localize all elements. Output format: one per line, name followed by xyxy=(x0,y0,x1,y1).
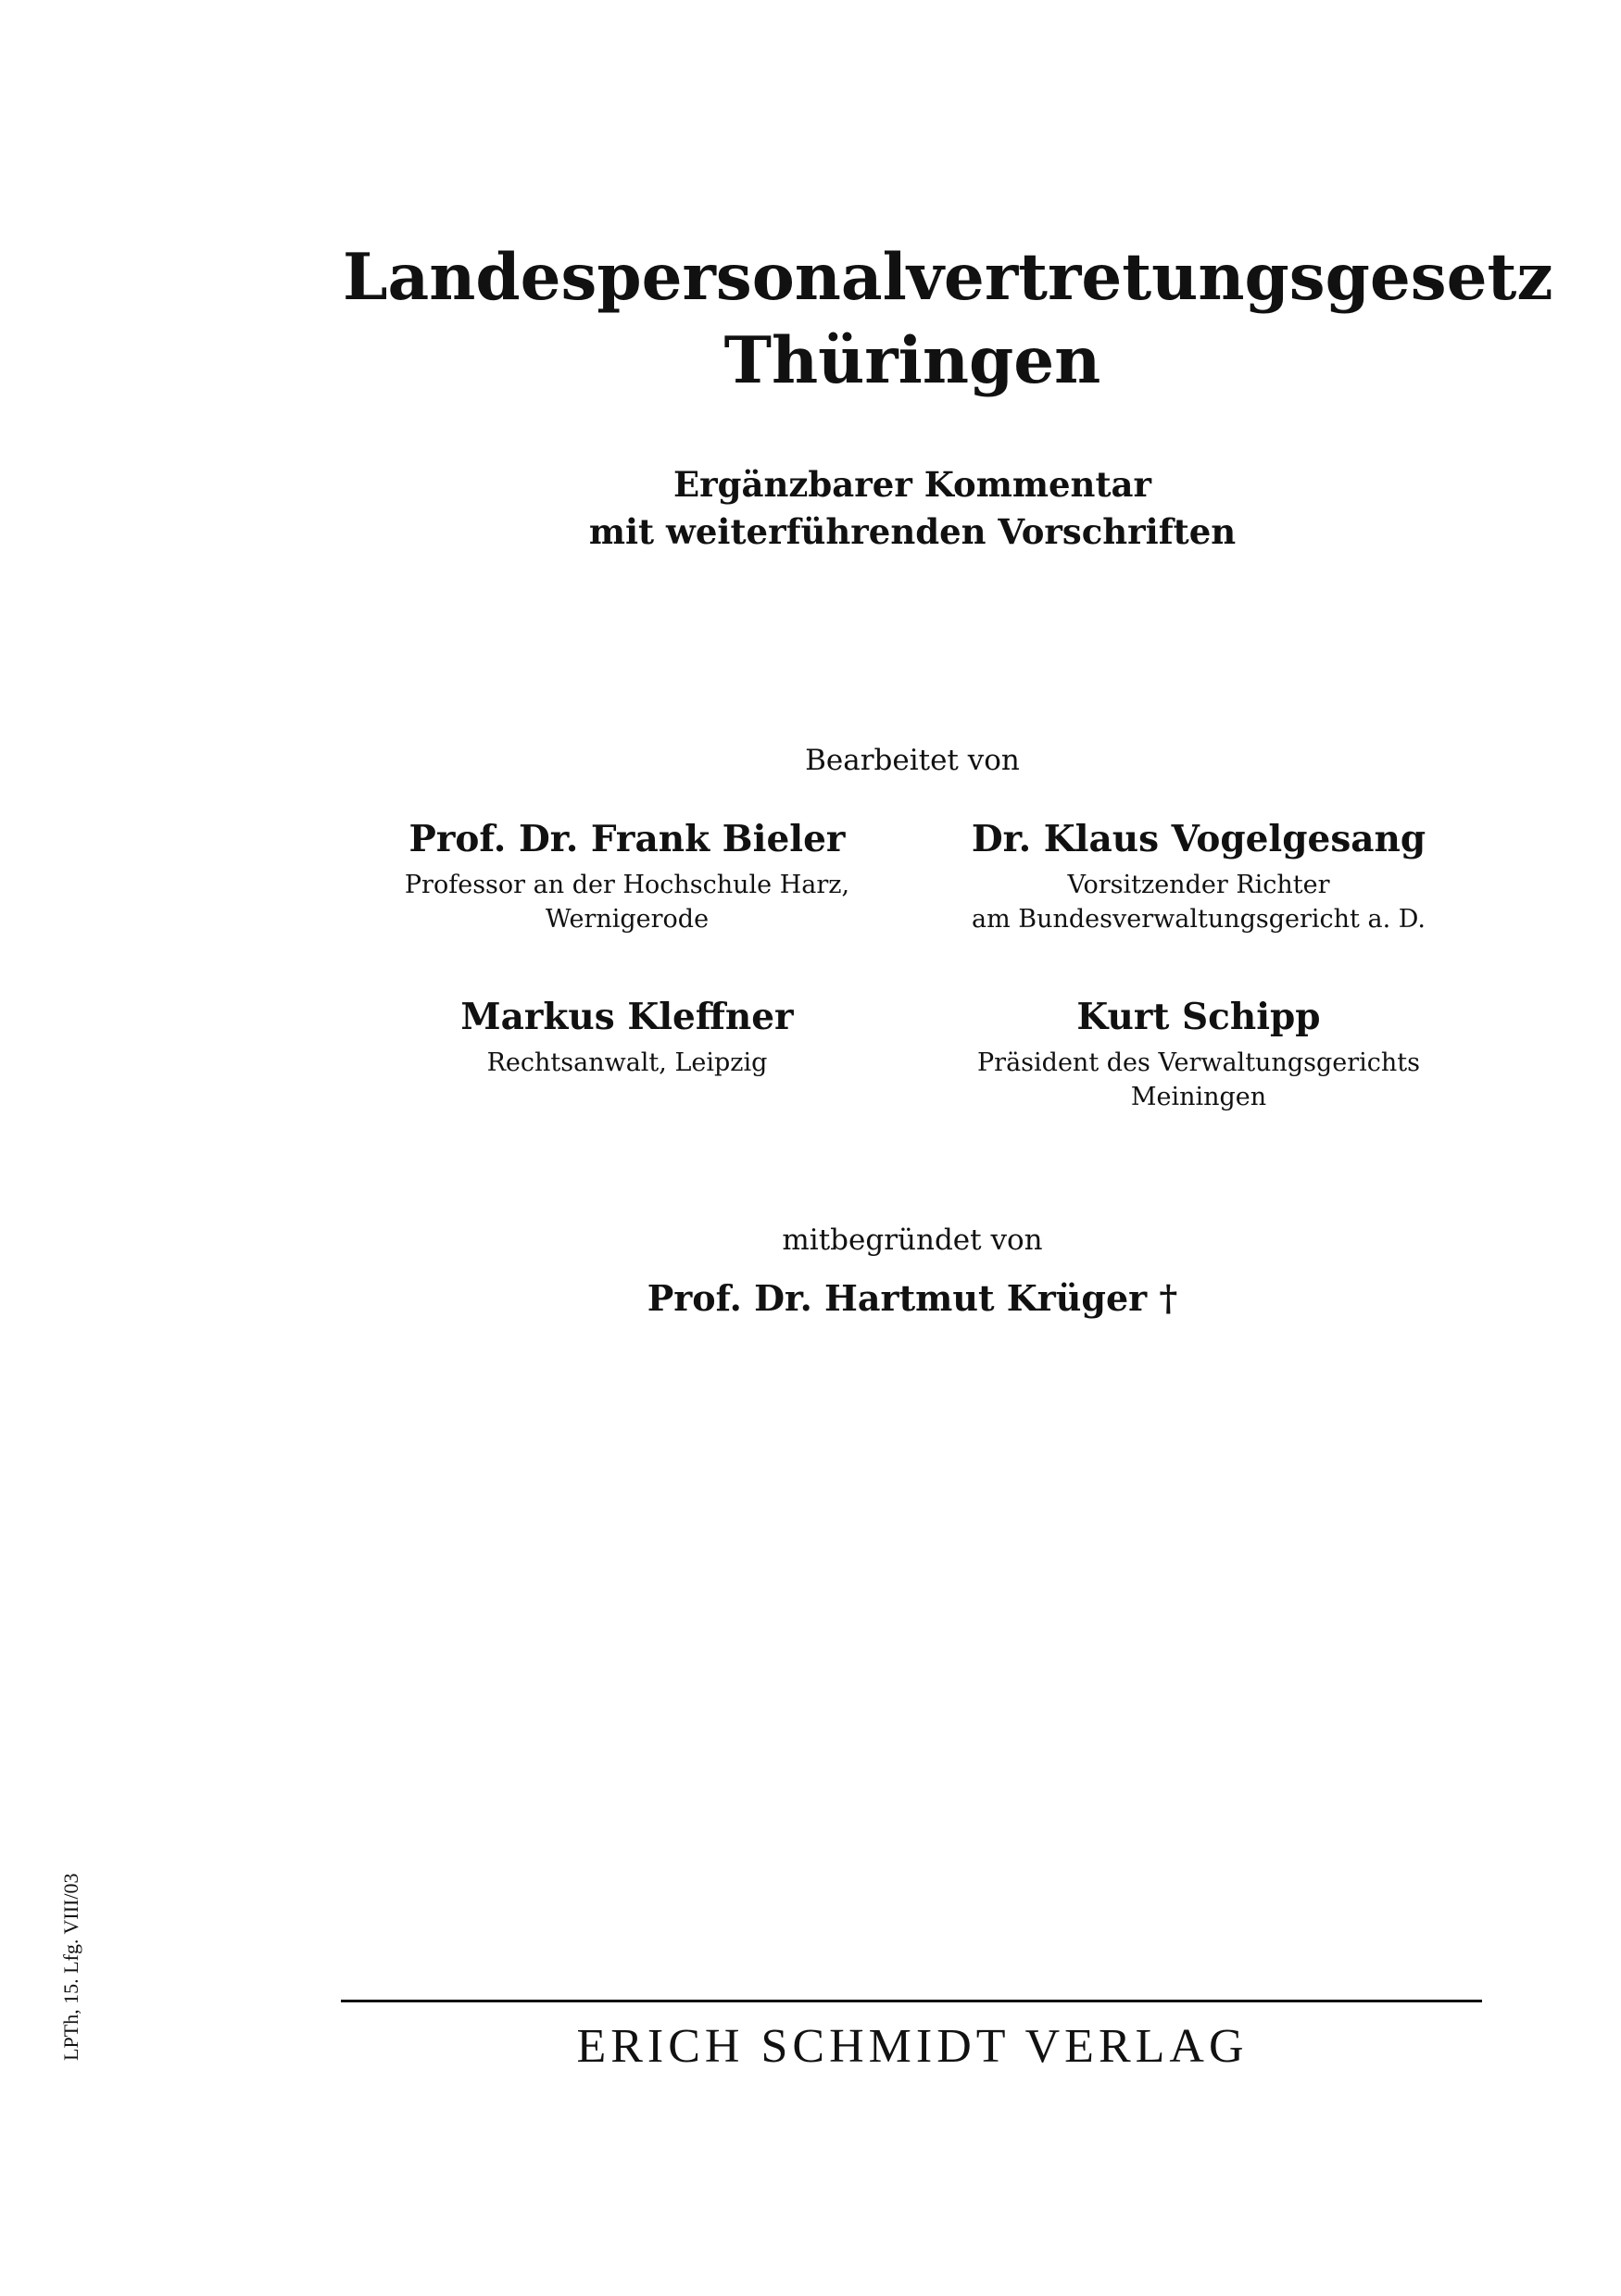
author-description xyxy=(911,1046,1486,1114)
author-block xyxy=(911,994,1486,1114)
author-description xyxy=(911,868,1486,936)
publisher-name: ERICH SCHMIDT VERLAG xyxy=(576,2020,1249,2073)
book-title-line-1: Landespersonalvertretungsgesetz xyxy=(343,240,1553,315)
founder-name: Prof. Dr. Hartmut Krüger † xyxy=(647,1277,1178,1319)
author-block xyxy=(911,816,1486,936)
author-description xyxy=(340,868,914,936)
author-name: Markus Kleffner xyxy=(460,996,794,1038)
author-name: Prof. Dr. Frank Bieler xyxy=(408,818,846,860)
author-description-line: Vorsitzender Richter xyxy=(1067,871,1330,899)
publisher-divider xyxy=(341,2000,1482,2002)
book-subtitle xyxy=(343,461,1482,556)
book-title-line-2: Thüringen xyxy=(723,323,1101,398)
author-block xyxy=(340,994,914,1080)
author-description-line: Präsident des Verwaltungsgerichts xyxy=(977,1048,1420,1077)
author-description-line: Meiningen xyxy=(1130,1083,1267,1111)
book-subtitle-line-2: mit weiterführenden Vorschriften xyxy=(588,511,1237,552)
author-description-line: Professor an der Hochschule Harz, xyxy=(404,871,850,899)
author-description-line: am Bundesverwaltungsgericht a. D. xyxy=(971,905,1426,934)
cofounded-by-label: mitbegründet von xyxy=(782,1223,1043,1257)
author-description-line: Rechtsanwalt, Leipzig xyxy=(486,1048,768,1077)
author-name: Dr. Klaus Vogelgesang xyxy=(971,818,1426,860)
book-subtitle-line-1: Ergänzbarer Kommentar xyxy=(672,464,1152,505)
author-description-line: Wernigerode xyxy=(545,905,710,934)
author-name: Kurt Schipp xyxy=(1076,996,1321,1038)
author-block xyxy=(340,816,914,936)
edited-by-label: Bearbeitet von xyxy=(805,744,1020,777)
edition-note: LPTh, 15. Lfg. VIII/03 xyxy=(59,1873,82,2061)
book-title xyxy=(343,236,1553,403)
author-description xyxy=(340,1046,914,1080)
